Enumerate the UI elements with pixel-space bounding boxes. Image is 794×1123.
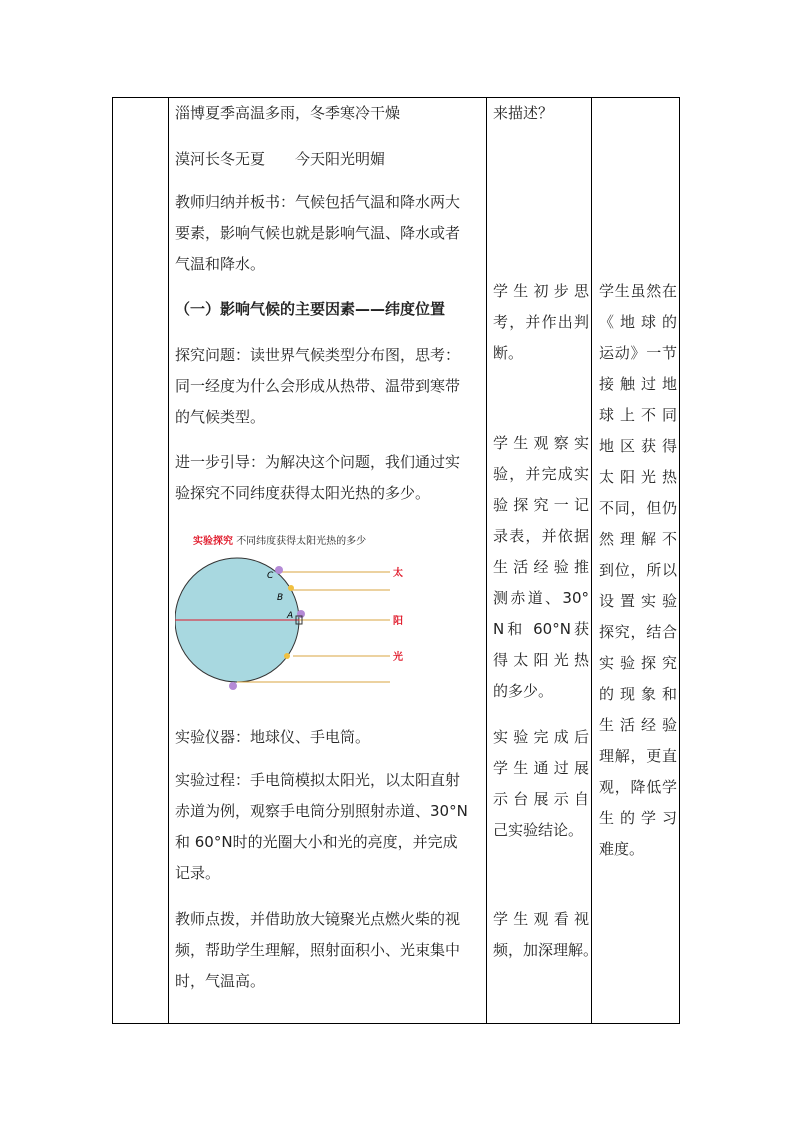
experiment-figure xyxy=(175,526,415,698)
point-a-label: A xyxy=(287,611,294,621)
flashlight-icon xyxy=(275,566,283,574)
flashlight-icon xyxy=(229,682,237,690)
example-mohe: 漠河长冬无夏 今天阳光明媚 xyxy=(175,150,386,168)
instruments-text: 实验仪器：地球仪、手电筒。 xyxy=(175,728,371,746)
teacher-point-text: 教师点拨，并借助放大镜聚光点燃火柴的视 频，帮助学生理解，照射面积小、光束集中 时，气温高。 xyxy=(175,910,461,990)
column-divider xyxy=(486,98,487,1023)
flashlight-icon xyxy=(297,610,305,618)
design-intent-text: 学生虽然在 《地球的 运动》一节 接触过地 球上不同 地区获得 太阳光热 不同，但仍 然理解不 到位，所以 设置实验 探究，结合 实验探究 的现象和 生活经验 理解，更直 观，降低学 生的学习 难度。 xyxy=(599,282,677,858)
process-text: 实验过程：手电筒模拟太阳光，以太阳直射 赤道为例，观察手电筒分别照射赤道、30°N 和 60°N时的光圈大小和光的亮度，并完成 记录。 xyxy=(175,771,468,882)
student-think: 学生初步思 考，并作出判 断。 xyxy=(493,282,589,362)
further-guide: 进一步引导：为解决这个问题，我们通过实 验探究不同纬度获得太阳光热的多少。 xyxy=(175,453,461,502)
column-divider xyxy=(591,98,592,1023)
teacher-summary: 教师归纳并板书：气候包括气温和降水两大 要素，影响气候也就是影响气温、降水或者 气温和降水。 xyxy=(175,193,461,273)
point-b-label: B xyxy=(277,593,284,603)
globe-diagram xyxy=(175,540,415,700)
point-c-label: C xyxy=(267,571,274,581)
lesson-table xyxy=(112,97,680,1024)
inquiry-question: 探究问题：读世界气候类型分布图，思考： 同一经度为什么会形成从热带、温带到寒带 的气候类型。 xyxy=(175,346,461,426)
flashlight-icon xyxy=(288,585,294,591)
student-observe: 学生观察实 验，并完成实 验探究一记 录表，并依据 生活经验推 测赤道、30° N和 60°N获 得太阳光热 的多少。 xyxy=(493,434,589,700)
figure-title: 实验探究 不同纬度获得太阳光热的多少 xyxy=(193,536,367,547)
student-describe: 来描述？ xyxy=(493,104,554,122)
sun-char-label: 光 xyxy=(393,652,403,663)
student-video: 学生观看视 频，加深理解。 xyxy=(493,910,599,959)
column-divider xyxy=(168,98,169,1023)
sun-char-label: 太 xyxy=(393,568,403,579)
example-zibo: 淄博夏季高温多雨，冬季寒冷干燥 xyxy=(175,104,401,122)
sun-char-label: 阳 xyxy=(393,616,403,627)
flashlight-icon xyxy=(284,653,290,659)
student-after: 实验完成后 学生通过展 示台展示自 己实验结论。 xyxy=(493,728,589,839)
section-heading: （一）影响气候的主要因素——纬度位置 xyxy=(175,300,446,318)
